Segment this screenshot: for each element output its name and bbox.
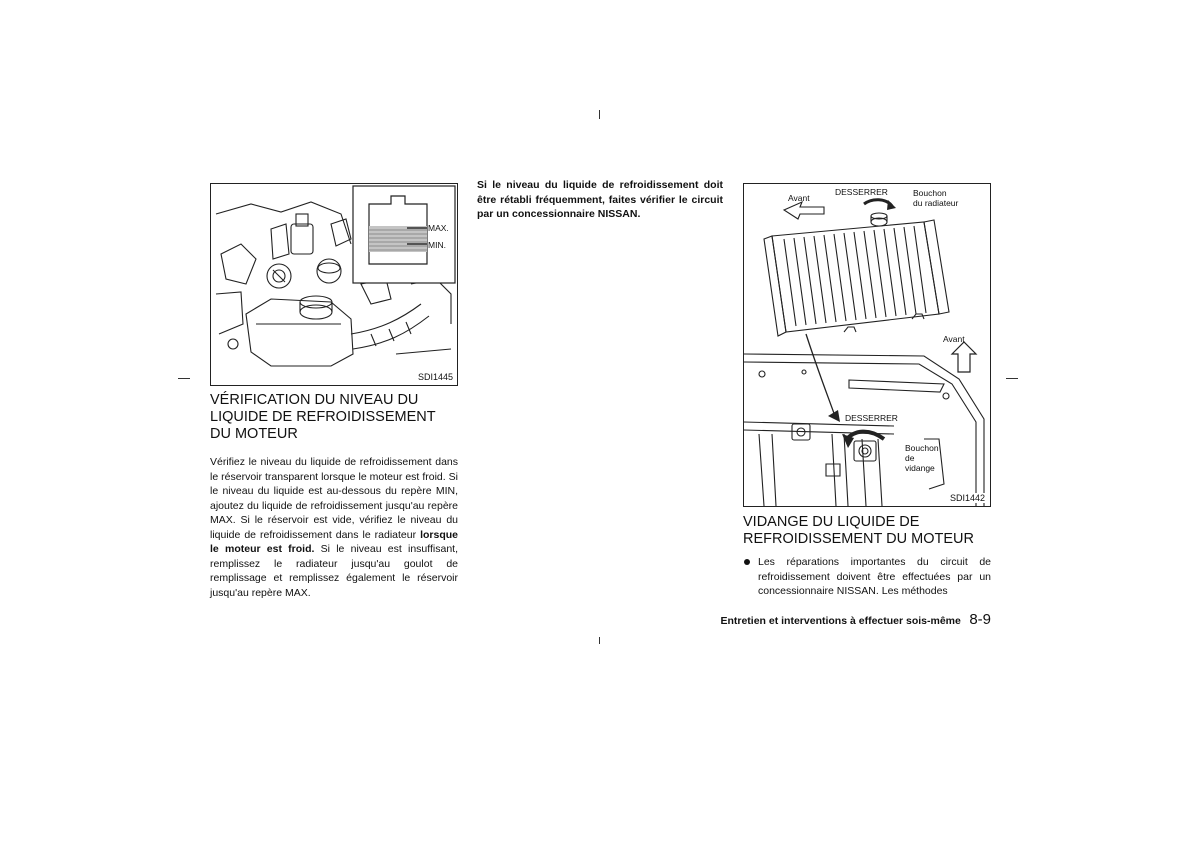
reservoir-illustration (211, 184, 457, 385)
section-title-line2: LIQUIDE DE REFROIDISSEMENT (210, 409, 436, 425)
page-number: 8-9 (969, 611, 991, 628)
label-desserrer-top: DESSERRER (835, 187, 888, 197)
label-bouchon-vidange-1: Bouchon (905, 443, 939, 453)
crop-mark-top (599, 110, 600, 119)
section-paragraph (210, 455, 458, 600)
paragraph-part-b: Si le niveau est insuffisant, remplissez le radiateur jusqu'au goulot de remplissage et remplissez également le réservoir jusqu'au repère MAX. (210, 543, 459, 599)
bullet-item: Les réparations importantes du circuit de refroidissement doivent être effectuées par un concessionnaire NISSAN. Les méthodes (758, 556, 991, 597)
label-bouchon-vidange (905, 443, 939, 473)
section-title-line1: VÉRIFICATION DU NIVEAU DU (210, 392, 419, 408)
section-title (743, 514, 991, 548)
paragraph-part-a: Vérifiez le niveau du liquide de refroidissement dans le réservoir transparent lorsque le moteur est froid. Si le niveau du liquide est au-dessous du repère MIN, ajoutez du liquide de refroidissement jusqu'au repère MAX. Si le réservoir est vide, vérifiez le niveau du liquide de refroidissement dans le radiateur (210, 456, 458, 541)
section-check-coolant (210, 392, 458, 600)
label-bouchon-vidange-3: vidange (905, 463, 935, 473)
footer-title: Entretien et interventions à effectuer sois-même (720, 615, 961, 627)
min-label: MIN. (428, 240, 446, 250)
label-bouchon-radiateur-1: Bouchon (913, 188, 947, 198)
label-desserrer-bottom: DESSERRER (845, 413, 898, 423)
section-title (210, 392, 458, 443)
label-bouchon-radiateur-2: du radiateur (913, 198, 959, 208)
page-footer (690, 611, 991, 629)
crop-mark-left (178, 378, 190, 379)
section-title-line2: REFROIDISSEMENT DU MOTEUR (743, 531, 974, 547)
section-title-line1: VIDANGE DU LIQUIDE DE (743, 514, 920, 530)
paragraph-bold: lorsque le moteur est froid. (210, 528, 458, 555)
figure-code: SDI1445 (417, 372, 453, 382)
max-label: MAX. (428, 223, 449, 233)
figure-coolant-reservoir (210, 183, 458, 386)
label-bouchon-radiateur (913, 188, 958, 208)
crop-mark-right (1006, 378, 1018, 379)
note-frequent-refill: Si le niveau du liquide de refroidissement doit être rétabli fréquemment, faites vérifier le circuit par un concessionnaire NISSAN. (477, 179, 723, 220)
bullet-icon (744, 559, 750, 565)
radiator-illustration (744, 184, 990, 506)
bullet-list (743, 555, 991, 599)
section-drain-coolant (743, 514, 991, 599)
figure-code: SDI1442 (949, 493, 985, 503)
label-avant-right: Avant (943, 334, 965, 344)
label-bouchon-vidange-2: de (905, 453, 915, 463)
figure-radiator-drain (743, 183, 991, 507)
crop-mark-bottom (599, 637, 600, 644)
section-title-line3: DU MOTEUR (210, 426, 298, 442)
label-avant-top: Avant (788, 193, 810, 203)
